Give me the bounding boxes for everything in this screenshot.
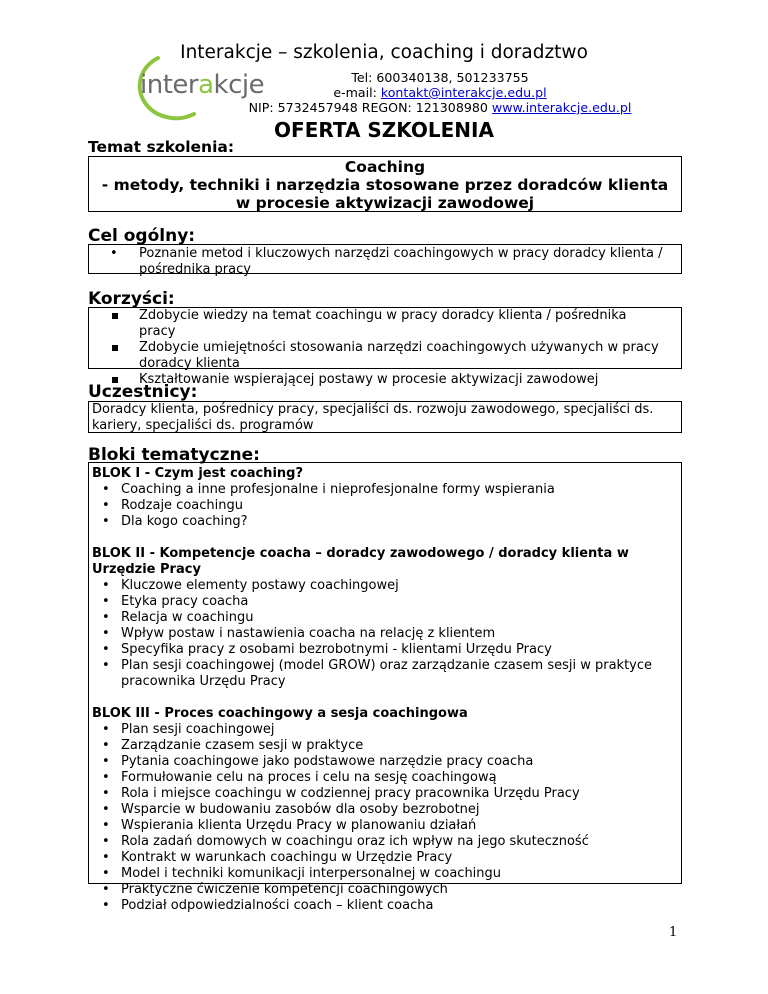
- goal-box: [88, 244, 682, 277]
- list-item: • Wsparcie w budowaniu zasobów dla osoby bezrobotnej: [102, 802, 480, 817]
- email-link[interactable]: kontakt@interakcje.edu.pl: [380, 85, 547, 100]
- list-item: Zdobycie umiejętności stosowania narzędzi coachingowych używanych w pracy doradcy klienta: [89, 340, 663, 372]
- list-item: • Coaching a inne profesjonalne i nieprofesjonalne formy wspierania: [102, 482, 555, 497]
- topic-line-3: w procesie aktywizacji zawodowej: [235, 194, 535, 212]
- list-item: • Kluczowe elementy postawy coachingowej: [102, 578, 399, 593]
- list-item: Kształtowanie wspierającej postawy w procesie aktywizacji zawodowej: [89, 372, 663, 388]
- page-number: 1: [669, 925, 678, 940]
- topic-line-2: - metody, techniki i narzędzia stosowane przez doradców klienta: [101, 176, 669, 194]
- list-item: • Dla kogo coaching?: [102, 514, 248, 529]
- goal-heading: Cel ogólny:: [88, 226, 196, 246]
- participants-box: Doradcy klienta, pośrednicy pracy, specjaliści ds. rozwoju zawodowego, specjaliści ds. kariery, specjaliści ds. programów: [88, 401, 682, 433]
- list-item: • Rola zadań domowych w coachingu oraz ich wpływ na jego skuteczność: [102, 834, 589, 849]
- block-3-title: BLOK III - Proces coachingowy a sesja coachingowa: [92, 706, 468, 721]
- block-2-title: BLOK II - Kompetencje coacha – doradcy zawodowego / doradcy klienta w Urzędzie Pracy: [92, 546, 629, 577]
- list-item: • Plan sesji coachingowej: [102, 722, 275, 737]
- benefits-heading: Korzyści:: [88, 289, 175, 309]
- list-item: • Formułowanie celu na proces i celu na sesję coachingową: [102, 770, 497, 785]
- logo-wordmark: interakcje: [140, 70, 265, 100]
- list-item: • Kontrakt w warunkach coachingu w Urzędzie Pracy: [102, 850, 453, 865]
- list-item: • Wpływ postaw i nastawienia coacha na relację z klientem: [102, 626, 496, 641]
- header-phone: Tel: 600340138, 501233755: [351, 70, 529, 85]
- header-email: e-mail: kontakt@interakcje.edu.pl: [333, 85, 547, 100]
- blocks-box: [88, 462, 682, 913]
- offer-title: OFERTA SZKOLENIA: [274, 118, 494, 142]
- website-link[interactable]: www.interakcje.edu.pl: [491, 100, 632, 115]
- list-item: • Plan sesji coachingowej (model GROW) oraz zarządzanie czasem sesji w praktyce pracownika Urzędu Pracy: [102, 658, 653, 689]
- list-item: • Podział odpowiedzialności coach – klient coacha: [102, 898, 434, 913]
- list-item: • Poznanie metod i kluczowych narzędzi coachingowych w pracy doradcy klienta / pośrednika pracy: [110, 246, 663, 277]
- list-item: • Relacja w coachingu: [102, 610, 254, 625]
- topic-box: [88, 156, 682, 212]
- list-item: • Rola i miejsce coachingu w codziennej pracy pracownika Urzędu Pracy: [102, 786, 580, 801]
- list-item: • Model i techniki komunikacji interpersonalnej w coachingu: [102, 866, 502, 881]
- list-item: • Rodzaje coachingu: [102, 498, 243, 513]
- participants-heading: Uczestnicy:: [88, 382, 198, 402]
- company-title: Interakcje – szkolenia, coaching i doradztwo: [180, 42, 588, 63]
- topic-line-1: Coaching: [344, 158, 426, 176]
- list-item: • Pytania coachingowe jako podstawowe narzędzie pracy coacha: [102, 754, 534, 769]
- list-item: • Etyka pracy coacha: [102, 594, 249, 609]
- list-item: Zdobycie wiedzy na temat coachingu w pracy doradcy klienta / pośrednika pracy: [89, 308, 663, 340]
- list-item: • Praktyczne ćwiczenie kompetencji coachingowych: [102, 882, 448, 897]
- benefits-box: [88, 307, 682, 387]
- blocks-heading: Bloki tematyczne:: [88, 445, 260, 465]
- list-item: • Zarządzanie czasem sesji w praktyce: [102, 738, 364, 753]
- list-item: • Wspierania klienta Urzędu Pracy w planowaniu działań: [102, 818, 477, 833]
- block-1-title: BLOK I - Czym jest coaching?: [92, 466, 303, 481]
- header-nip-regon: NIP: 5732457948 REGON: 121308980 www.interakcje.edu.pl: [248, 100, 632, 115]
- topic-label: Temat szkolenia:: [88, 138, 235, 156]
- list-item: • Specyfika pracy z osobami bezrobotnymi - klientami Urzędu Pracy: [102, 642, 552, 657]
